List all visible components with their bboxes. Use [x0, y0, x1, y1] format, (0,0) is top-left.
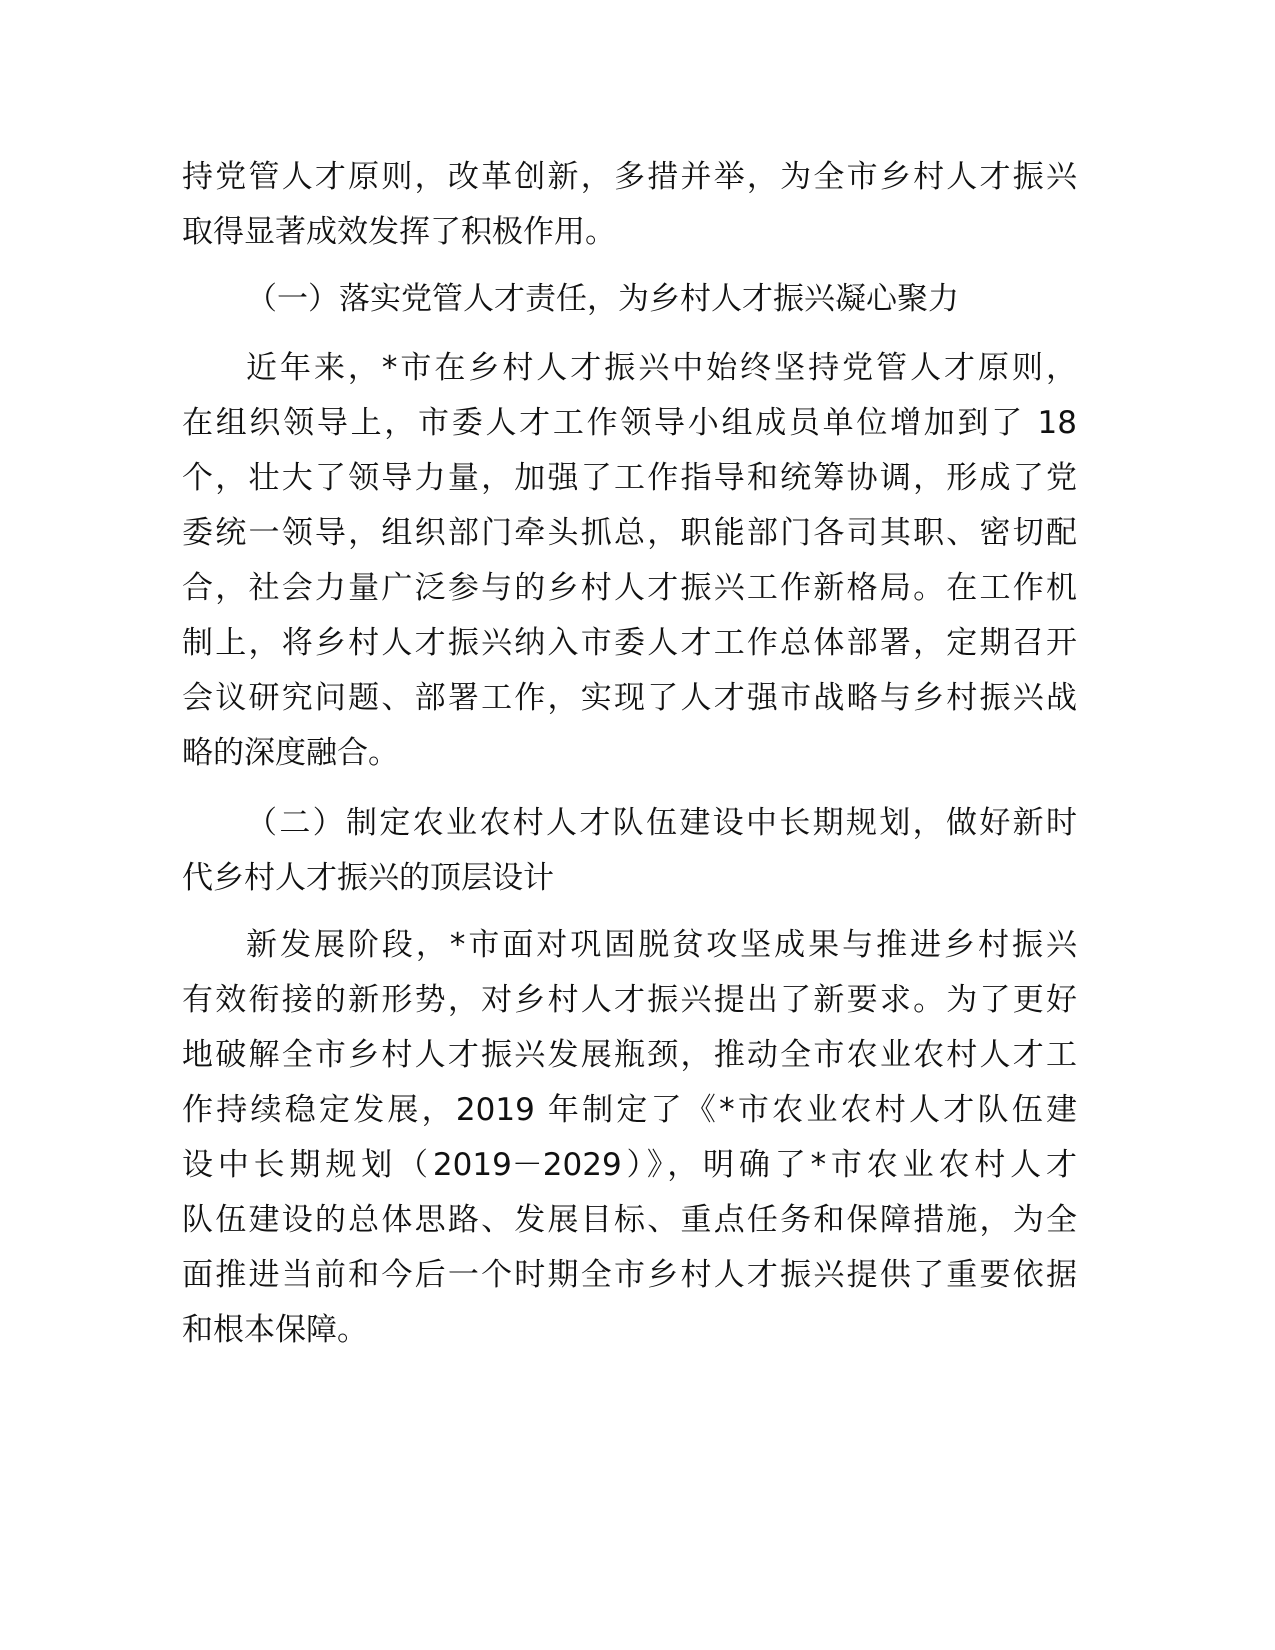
- paragraph-line: 作持续稳定发展，2019 年制定了《*市农业农村人才队伍建: [182, 1092, 1077, 1128]
- paragraph-line: 取得显著成效发挥了积极作用。: [182, 214, 616, 250]
- paragraph-line: 有效衔接的新形势，对乡村人才振兴提出了新要求。为了更好: [182, 982, 1077, 1018]
- paragraph-line: 持党管人才原则，改革创新，多措并举，为全市乡村人才振兴: [182, 159, 1077, 195]
- section-heading: （一）落实党管人才责任，为乡村人才振兴凝心聚力: [246, 281, 959, 317]
- paragraph-line: 委统一领导，组织部门牵头抓总，职能部门各司其职、密切配: [182, 515, 1077, 551]
- paragraph-line: 和根本保障。: [182, 1312, 368, 1348]
- paragraph-line: 合，社会力量广泛参与的乡村人才振兴工作新格局。在工作机: [182, 570, 1077, 606]
- paragraph-line: 新发展阶段，*市面对巩固脱贫攻坚成果与推进乡村振兴: [246, 927, 1077, 963]
- paragraph-line: 设中长期规划（2019－2029）》，明确了*市农业农村人才: [182, 1147, 1077, 1183]
- section-heading: 代乡村人才振兴的顶层设计: [182, 860, 554, 896]
- paragraph-line: 面推进当前和今后一个时期全市乡村人才振兴提供了重要依据: [182, 1257, 1077, 1293]
- paragraph-line: 制上，将乡村人才振兴纳入市委人才工作总体部署，定期召开: [182, 625, 1077, 661]
- paragraph-line: 略的深度融合。: [182, 735, 399, 771]
- paragraph-line: 近年来，*市在乡村人才振兴中始终坚持党管人才原则，: [246, 350, 1077, 386]
- section-heading: （二）制定农业农村人才队伍建设中长期规划，做好新时: [246, 805, 1077, 841]
- paragraph-line: 队伍建设的总体思路、发展目标、重点任务和保障措施，为全: [182, 1202, 1077, 1238]
- paragraph-line: 个，壮大了领导力量，加强了工作指导和统筹协调，形成了党: [182, 460, 1077, 496]
- paragraph-line: 地破解全市乡村人才振兴发展瓶颈，推动全市农业农村人才工: [182, 1037, 1077, 1073]
- paragraph-line: 会议研究问题、部署工作，实现了人才强市战略与乡村振兴战: [182, 680, 1077, 716]
- paragraph-line: 在组织领导上，市委人才工作领导小组成员单位增加到了 18: [182, 405, 1077, 441]
